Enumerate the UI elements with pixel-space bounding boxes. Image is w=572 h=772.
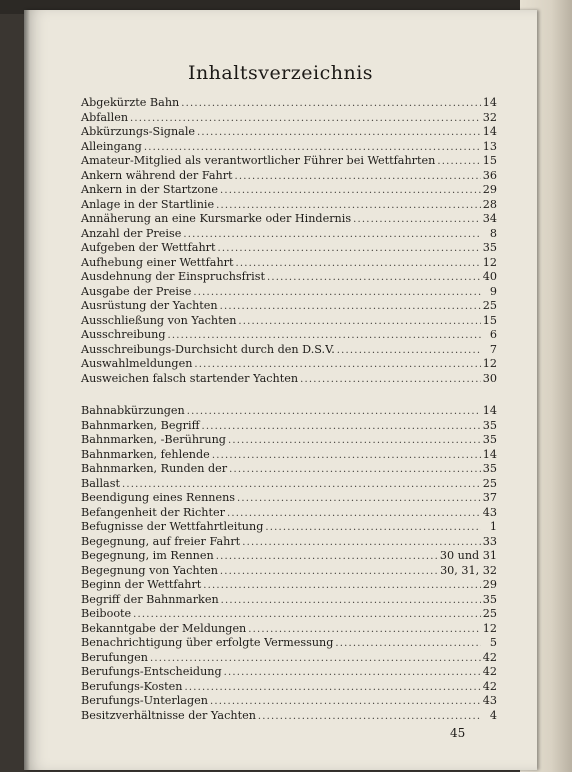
dot-leader	[150, 652, 481, 667]
toc-entry-title: Begegnung, im Rennen	[81, 549, 214, 562]
toc-entry-title: Begegnung, auf freier Fahrt	[81, 534, 241, 548]
toc-entry-title: Bekanntgabe der Meldungen	[81, 621, 247, 635]
page-number: 45	[450, 726, 466, 740]
toc-entry	[81, 227, 497, 242]
toc-entry-title: Ausweichen falsch startender Yachten	[81, 371, 299, 385]
toc-entry-title: Berufungs-Unterlagen	[81, 694, 208, 707]
toc-entry	[81, 578, 497, 593]
toc-entry	[81, 419, 497, 434]
table-of-contents	[81, 96, 497, 723]
toc-entry-page: 15	[482, 154, 497, 167]
toc-entry-page: 32	[482, 110, 497, 124]
toc-entry-page: 14	[482, 125, 497, 138]
dot-leader	[242, 536, 481, 551]
toc-entry	[81, 506, 497, 521]
toc-entry-title: Berufungs-Entscheidung	[81, 665, 222, 678]
toc-entry-page: 35	[482, 592, 497, 606]
dot-leader	[183, 228, 481, 243]
toc-entry-title: Abgekürzte Bahn	[81, 96, 180, 109]
toc-entry-title: Ausschließung von Yachten	[81, 313, 237, 327]
toc-entry-title: Amateur-Mitglied als verantwortlicher Führer bei Wettfahrten	[81, 154, 436, 167]
dot-leader	[258, 710, 481, 725]
dot-leader	[168, 329, 481, 344]
toc-entry-title: Ausgabe der Preise	[81, 284, 192, 298]
toc-entry-page: 29	[482, 578, 497, 591]
page-title: Inhaltsverzeichnis	[187, 62, 374, 84]
toc-entry	[81, 564, 497, 579]
toc-entry-page: 9	[489, 284, 497, 298]
toc-entry	[81, 328, 497, 343]
dot-leader	[437, 155, 480, 170]
toc-entry-title: Bahnmarken, -Berührung	[81, 433, 226, 446]
toc-entry-title: Beiboote	[81, 607, 132, 620]
dot-leader	[202, 420, 481, 435]
toc-entry	[81, 372, 497, 387]
toc-entry-title: Berufungs-Kosten	[81, 679, 183, 693]
toc-entry	[81, 651, 497, 666]
toc-entry-page: 33	[482, 534, 497, 548]
toc-entry-title: Bahnmarken, Begriff	[81, 418, 200, 432]
dot-leader	[193, 286, 481, 301]
toc-entry	[81, 491, 497, 506]
dot-leader	[229, 463, 481, 478]
toc-entry-title: Beendigung eines Rennens	[81, 491, 236, 504]
dot-leader	[122, 478, 481, 493]
dot-leader	[335, 637, 481, 652]
toc-entry-title: Abfallen	[81, 110, 129, 124]
toc-entry	[81, 96, 497, 111]
toc-entry-title: Ausschreibungs-Durchsicht durch den D.S.V.	[81, 342, 335, 356]
toc-entry-title: Ausschreibung	[81, 328, 166, 341]
dot-leader	[224, 666, 481, 681]
toc-entry-page: 35	[482, 241, 497, 254]
toc-entry	[81, 299, 497, 314]
dot-leader	[133, 608, 481, 623]
toc-entry-page: 6	[489, 328, 497, 341]
toc-entry-title: Abkürzungs-Signale	[81, 125, 196, 138]
toc-entry-page: 35	[482, 462, 497, 475]
toc-entry	[81, 154, 497, 169]
dot-leader	[238, 315, 480, 330]
dot-leader	[220, 565, 438, 580]
toc-entry	[81, 241, 497, 256]
dot-leader	[235, 170, 481, 185]
toc-entry-page: 30	[482, 371, 497, 385]
toc-entry	[81, 285, 497, 300]
dot-leader	[236, 257, 481, 272]
toc-entry	[81, 433, 497, 448]
toc-entry	[81, 709, 497, 724]
toc-entry	[81, 593, 497, 608]
toc-entry	[81, 694, 497, 709]
book-page	[24, 10, 537, 770]
toc-entry-page: 42	[482, 665, 497, 678]
dot-leader	[221, 594, 481, 609]
dot-leader	[181, 97, 481, 112]
toc-entry-page: 12	[482, 621, 497, 635]
toc-entry-page: 35	[482, 418, 497, 432]
toc-entry-page: 34	[482, 212, 497, 225]
toc-entry-page: 15	[482, 313, 497, 327]
toc-entry-page: 37	[482, 491, 497, 504]
toc-entry-page: 12	[482, 255, 497, 269]
toc-entry-page: 36	[482, 168, 497, 182]
toc-entry-title: Annäherung an eine Kursmarke oder Hindernis	[81, 212, 352, 225]
dot-leader	[185, 681, 481, 696]
toc-entry	[81, 343, 497, 358]
toc-entry	[81, 477, 497, 492]
toc-entry-page: 7	[489, 342, 497, 356]
toc-entry-page: 25	[482, 476, 497, 490]
dot-leader	[203, 579, 480, 594]
toc-entry	[81, 535, 497, 550]
toc-entry	[81, 549, 497, 564]
dot-leader	[194, 358, 480, 373]
toc-entry	[81, 665, 497, 680]
dot-leader	[130, 112, 481, 127]
dot-leader	[187, 405, 481, 420]
dot-leader	[228, 434, 481, 449]
dot-leader	[212, 449, 481, 464]
toc-entry	[81, 607, 497, 622]
toc-entry-title: Ankern in der Startzone	[81, 183, 218, 196]
dot-leader	[218, 242, 481, 257]
toc-entry-page: 14	[482, 404, 497, 417]
toc-entry	[81, 125, 497, 140]
dot-leader	[237, 492, 481, 507]
dot-leader	[210, 695, 481, 710]
toc-entry-title: Anlage in der Startlinie	[81, 197, 215, 211]
toc-entry-title: Anzahl der Preise	[81, 226, 182, 240]
toc-entry-title: Begegnung von Yachten	[81, 563, 218, 577]
toc-entry-title: Bahnabkürzungen	[81, 404, 185, 417]
dot-leader	[220, 300, 481, 315]
toc-entry-page: 13	[482, 139, 497, 153]
toc-entry-title: Bahnmarken, Runden der	[81, 462, 228, 475]
toc-entry	[81, 680, 497, 695]
toc-entry	[81, 462, 497, 477]
toc-entry-title: Besitzverhältnisse der Yachten	[81, 708, 256, 722]
toc-entry-page: 12	[482, 357, 497, 370]
toc-entry	[81, 183, 497, 198]
toc-entry-title: Ballast	[81, 476, 120, 490]
toc-entry-page: 8	[489, 226, 497, 240]
toc-entry-title: Aufhebung einer Wettfahrt	[81, 255, 234, 269]
dot-leader	[216, 550, 438, 565]
toc-entry-page: 25	[482, 299, 497, 312]
toc-entry-title: Begriff der Bahnmarken	[81, 592, 219, 606]
toc-entry-page: 5	[489, 636, 497, 649]
toc-entry-title: Benachrichtigung über erfolgte Vermessung	[81, 636, 334, 649]
dot-leader	[227, 507, 481, 522]
toc-entry-page: 43	[482, 505, 497, 519]
dot-leader	[267, 271, 481, 286]
toc-entry-title: Ausrüstung der Yachten	[81, 299, 218, 312]
toc-entry	[81, 357, 497, 372]
toc-entry-page: 40	[482, 270, 497, 283]
toc-entry-title: Ausdehnung der Einspruchsfrist	[81, 270, 265, 283]
toc-entry-page: 43	[482, 694, 497, 707]
toc-entry-title: Ankern während der Fahrt	[81, 168, 233, 182]
dot-leader	[248, 623, 480, 638]
dot-leader	[337, 344, 481, 359]
group-separator	[81, 386, 497, 404]
toc-entry-page: 42	[482, 679, 497, 693]
toc-entry-title: Befugnisse der Wettfahrtleitung	[81, 520, 264, 533]
toc-entry	[81, 404, 497, 419]
toc-entry	[81, 270, 497, 285]
toc-entry-title: Alleingang	[81, 139, 142, 153]
dot-leader	[144, 141, 481, 156]
toc-entry-title: Beginn der Wettfahrt	[81, 578, 202, 591]
dot-leader	[216, 199, 481, 214]
toc-entry-page: 30, 31, 32	[440, 563, 497, 577]
toc-entry-title: Auswahlmeldungen	[81, 357, 193, 370]
toc-entry-page: 25	[482, 607, 497, 620]
toc-entry	[81, 622, 497, 637]
toc-entry-page: 29	[482, 183, 497, 196]
toc-entry-page: 14	[482, 96, 497, 109]
toc-entry-page: 14	[482, 447, 497, 461]
toc-entry-page: 1	[489, 520, 497, 533]
toc-entry	[81, 212, 497, 227]
toc-entry-title: Befangenheit der Richter	[81, 505, 225, 519]
toc-entry-title: Berufungen	[81, 650, 148, 664]
toc-entry	[81, 636, 497, 651]
toc-entry	[81, 448, 497, 463]
dot-leader	[220, 184, 481, 199]
toc-entry	[81, 314, 497, 329]
toc-entry	[81, 111, 497, 126]
toc-entry	[81, 198, 497, 213]
toc-entry-page: 42	[482, 650, 497, 664]
dot-leader	[300, 373, 481, 388]
dot-leader	[197, 126, 481, 141]
toc-entry-page: 30 und 31	[439, 549, 497, 562]
toc-entry	[81, 520, 497, 535]
toc-entry	[81, 256, 497, 271]
toc-entry-page: 35	[482, 433, 497, 446]
dot-leader	[353, 213, 481, 228]
toc-entry	[81, 140, 497, 155]
toc-entry	[81, 169, 497, 184]
toc-entry-title: Aufgeben der Wettfahrt	[81, 241, 216, 254]
dot-leader	[265, 521, 481, 536]
toc-entry-page: 4	[489, 708, 497, 722]
toc-entry-title: Bahnmarken, fehlende	[81, 447, 210, 461]
toc-entry-page: 28	[482, 197, 497, 211]
